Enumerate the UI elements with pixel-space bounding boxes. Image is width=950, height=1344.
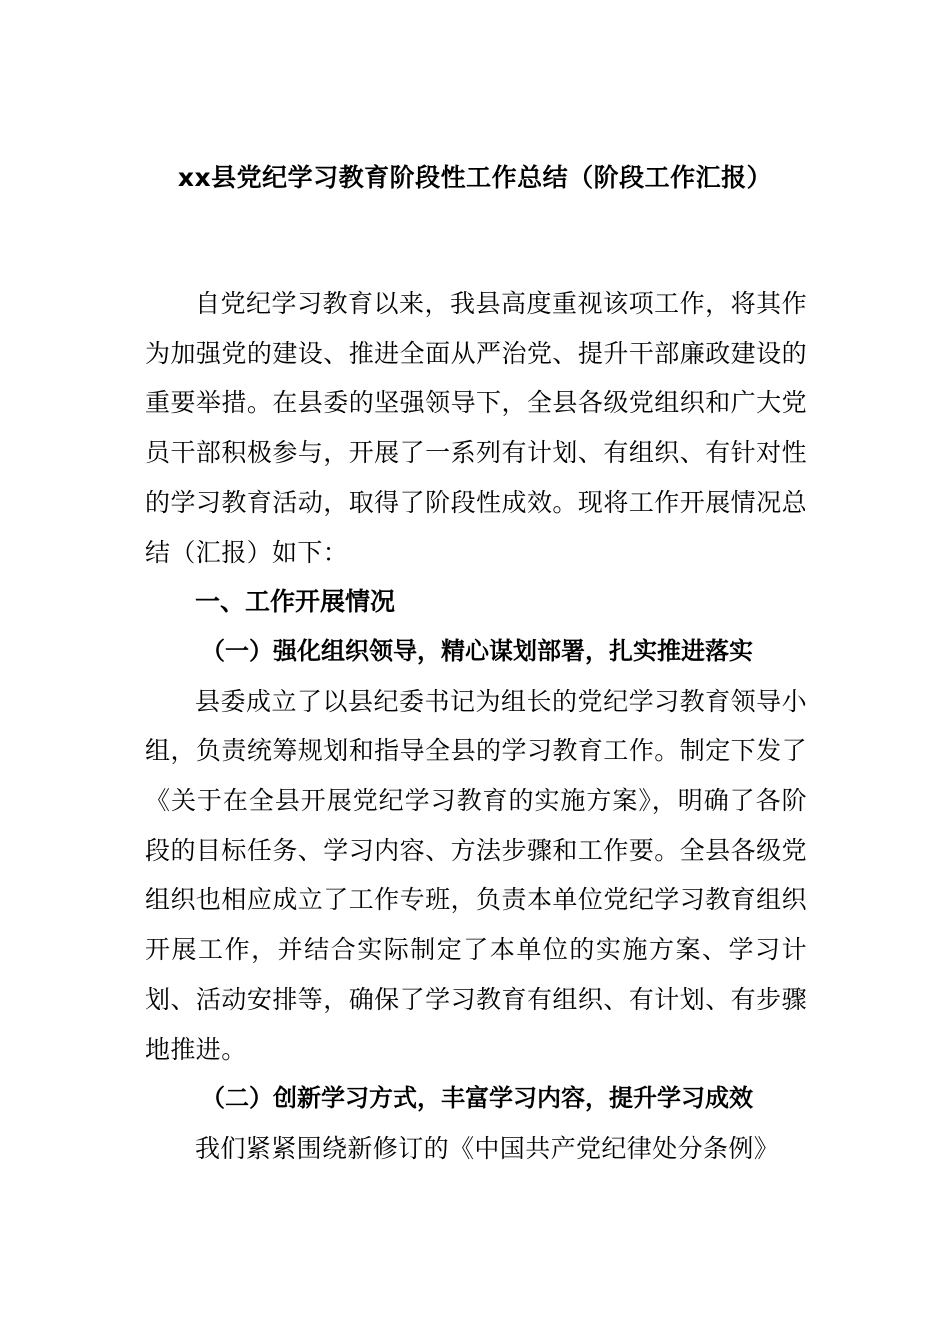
subsection-heading-1: （一）强化组织领导，精心谋划部署，扎实推进落实 bbox=[201, 636, 753, 665]
intro-paragraph: 自党纪学习教育以来，我县高度重视该项工作，将其作为加强党的建设、推进全面从严治党、提升干部廉政建设的重要举措。在县委的坚强领导下，全县各级党组织和广大党员干部积极参与，开展了一系列有计划、有组织、有针对性的学习教育活动，取得了阶段性成效。现将工作开展情况总结（汇报）如下： bbox=[145, 289, 807, 567]
subsection-paragraph-1: 县委成立了以县纪委书记为组长的党纪学习教育领导小组，负责统筹规划和指导全县的学习教育工作。制定下发了《关于在全县开展党纪学习教育的实施方案》，明确了各阶段的目标任务、学习内容、方法步骤和工作要。全县各级党组织也相应成立了工作专班，负责本单位党纪学习教育组织开展工作，并结合实际制定了本单位的实施方案、学习计划、活动安排等，确保了学习教育有组织、有计划、有步骤地推进。 bbox=[145, 686, 807, 1064]
subsection-heading-2: （二）创新学习方式，丰富学习内容，提升学习成效 bbox=[201, 1084, 753, 1113]
subsection-paragraph-2: 我们紧紧围绕新修订的《中国共产党纪律处分条例》 bbox=[195, 1133, 780, 1163]
section-heading-1: 一、工作开展情况 bbox=[195, 587, 396, 617]
document-title: xx县党纪学习教育阶段性工作总结（阶段工作汇报） bbox=[177, 163, 773, 192]
document-body bbox=[145, 279, 807, 1174]
